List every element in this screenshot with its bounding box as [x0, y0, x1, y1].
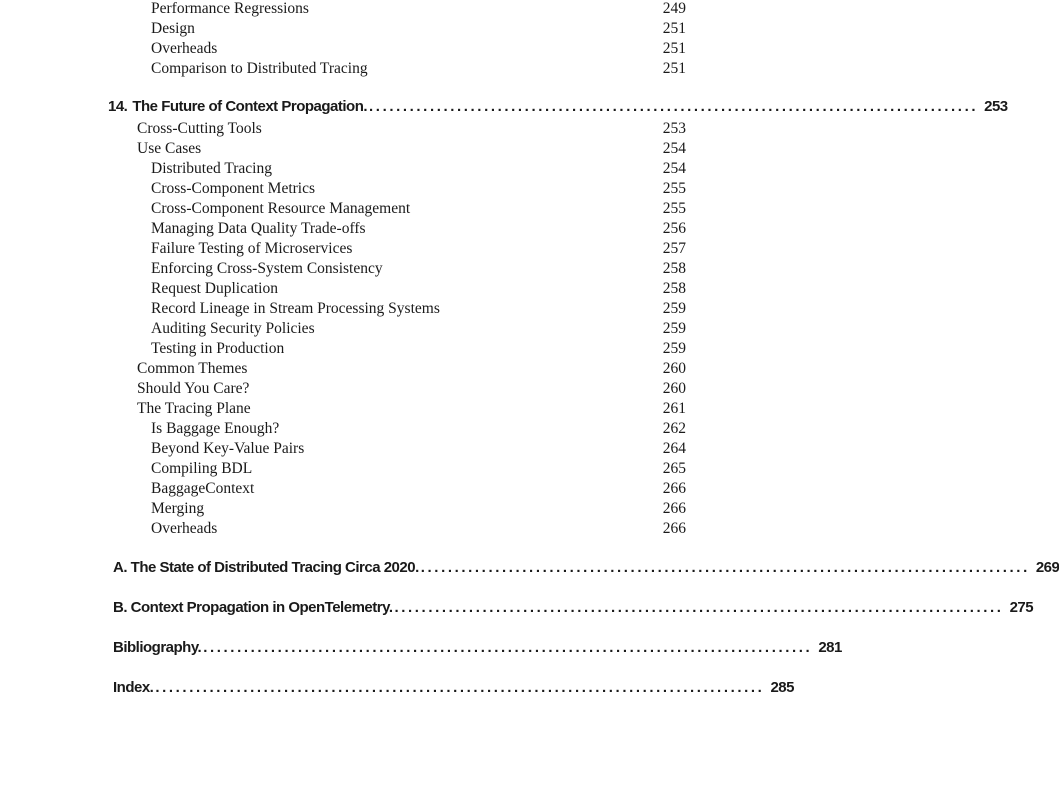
appendix-a-page: 269 — [1035, 559, 1059, 576]
appendix-b-title: B. Context Propagation in OpenTelemetry. — [113, 599, 393, 616]
toc-entry-title: Design — [151, 20, 195, 37]
bibliography-page: 281 — [818, 639, 842, 656]
toc-entry-page: 257 — [662, 240, 686, 257]
toc-entry[interactable] — [151, 0, 686, 19]
toc-entry-page: 266 — [662, 500, 686, 517]
toc-entry[interactable] — [137, 359, 686, 379]
toc-entry-title: Overheads — [151, 40, 218, 57]
toc-entry-page: 258 — [662, 280, 686, 297]
toc-entry-title: Cross-Component Resource Management — [151, 200, 411, 217]
chapter-page: 253 — [984, 98, 1008, 115]
toc-entry-title: Cross-Cutting Tools — [137, 120, 262, 137]
toc-entry-title: Performance Regressions — [151, 0, 309, 17]
chapter-number: 14. — [108, 98, 128, 115]
toc-entry[interactable] — [151, 479, 686, 499]
dot-leader: .......................................................................................... — [369, 98, 979, 115]
toc-entry-title: Is Baggage Enough? — [151, 420, 280, 437]
toc-entry[interactable] — [151, 339, 686, 359]
toc-entry[interactable] — [151, 519, 686, 539]
toc-entry-title: Cross-Component Metrics — [151, 180, 316, 197]
dot-leader: .......................................................................................... — [155, 679, 765, 696]
dot-leader: .......................................................................................... — [203, 639, 813, 656]
toc-entry-page: 254 — [662, 140, 686, 157]
toc-entry-page: 255 — [662, 200, 686, 217]
toc-entry-page: 264 — [662, 440, 686, 457]
toc-entry[interactable] — [151, 499, 686, 519]
toc-entry-page: 265 — [662, 460, 686, 477]
toc-entry[interactable] — [151, 159, 686, 179]
toc-entry-title: Enforcing Cross-System Consistency — [151, 260, 383, 277]
toc-entry[interactable] — [151, 259, 686, 279]
toc-entry[interactable] — [151, 19, 686, 39]
toc-entry-title: Comparison to Distributed Tracing — [151, 60, 368, 77]
toc-entry-page: 260 — [662, 380, 686, 397]
toc-entry[interactable] — [151, 239, 686, 259]
toc-entry-title: Merging — [151, 500, 205, 517]
toc-entry[interactable] — [151, 179, 686, 199]
toc-entry[interactable] — [151, 459, 686, 479]
index-page: 285 — [770, 679, 794, 696]
toc-entry-page: 266 — [662, 480, 686, 497]
toc-entry-page: 255 — [662, 180, 686, 197]
toc-appendix-a[interactable] — [113, 557, 1059, 579]
toc-entry-page: 249 — [662, 0, 686, 17]
toc-entry-title: Beyond Key-Value Pairs — [151, 440, 305, 457]
chapter-title: The Future of Context Propagation. — [132, 98, 368, 115]
toc-entry-page: 261 — [662, 400, 686, 417]
toc-entry-page: 251 — [662, 60, 686, 77]
toc-bibliography[interactable] — [113, 637, 842, 659]
toc-appendix-b[interactable] — [113, 597, 1034, 619]
toc-entry-title: Overheads — [151, 520, 218, 537]
toc-entry-page: 260 — [662, 360, 686, 377]
toc-entry[interactable] — [137, 379, 686, 399]
appendix-a-title: A. The State of Distributed Tracing Circa 2020. — [113, 559, 419, 576]
toc-entry-title: BaggageContext — [151, 480, 255, 497]
toc-entry-title: Distributed Tracing — [151, 160, 272, 177]
toc-entry[interactable] — [151, 39, 686, 59]
toc-entry[interactable] — [151, 219, 686, 239]
toc-entry-page: 259 — [662, 300, 686, 317]
appendix-b-page: 275 — [1009, 599, 1034, 616]
toc-entry-page: 251 — [662, 40, 686, 57]
toc-entry-page: 262 — [662, 420, 686, 437]
toc-chapter-14[interactable] — [108, 96, 1008, 118]
toc-entry[interactable] — [151, 299, 686, 319]
toc-entry[interactable] — [137, 399, 686, 419]
toc-entry-page: 259 — [662, 320, 686, 337]
toc-entry[interactable] — [151, 319, 686, 339]
bibliography-title: Bibliography. — [113, 639, 202, 656]
index-title: Index. — [113, 679, 154, 696]
toc-entry[interactable] — [151, 279, 686, 299]
toc-entry-title: Managing Data Quality Trade-offs — [151, 220, 366, 237]
toc-entry[interactable] — [137, 119, 686, 139]
toc-entry[interactable] — [151, 59, 686, 79]
dot-leader: .......................................................................................... — [420, 559, 1030, 576]
toc-entry-page: 251 — [662, 20, 686, 37]
toc-entry-title: Common Themes — [137, 360, 248, 377]
toc-entry-title: Request Duplication — [151, 280, 278, 297]
toc-entry[interactable] — [151, 199, 686, 219]
toc-entry-page: 258 — [662, 260, 686, 277]
toc-entry-title: Compiling BDL — [151, 460, 253, 477]
toc-entry[interactable] — [151, 419, 686, 439]
toc-entry-title: Failure Testing of Microservices — [151, 240, 353, 257]
toc-entry-title: Should You Care? — [137, 380, 250, 397]
toc-entry-page: 259 — [662, 340, 686, 357]
dot-leader: .......................................................................................... — [394, 599, 1004, 616]
toc-entry-title: Testing in Production — [151, 340, 285, 357]
toc-entry-title: Use Cases — [137, 140, 202, 157]
toc-entry-page: 254 — [662, 160, 686, 177]
toc-entry[interactable] — [151, 439, 686, 459]
toc-entry-page: 256 — [662, 220, 686, 237]
toc-entry-title: Record Lineage in Stream Processing Systems — [151, 300, 440, 317]
toc-entry-page: 253 — [662, 120, 686, 137]
toc-entry-title: The Tracing Plane — [137, 400, 251, 417]
toc-entry-title: Auditing Security Policies — [151, 320, 315, 337]
toc-entry[interactable] — [137, 139, 686, 159]
toc-index[interactable] — [113, 677, 794, 699]
toc-entry-page: 266 — [662, 520, 686, 537]
